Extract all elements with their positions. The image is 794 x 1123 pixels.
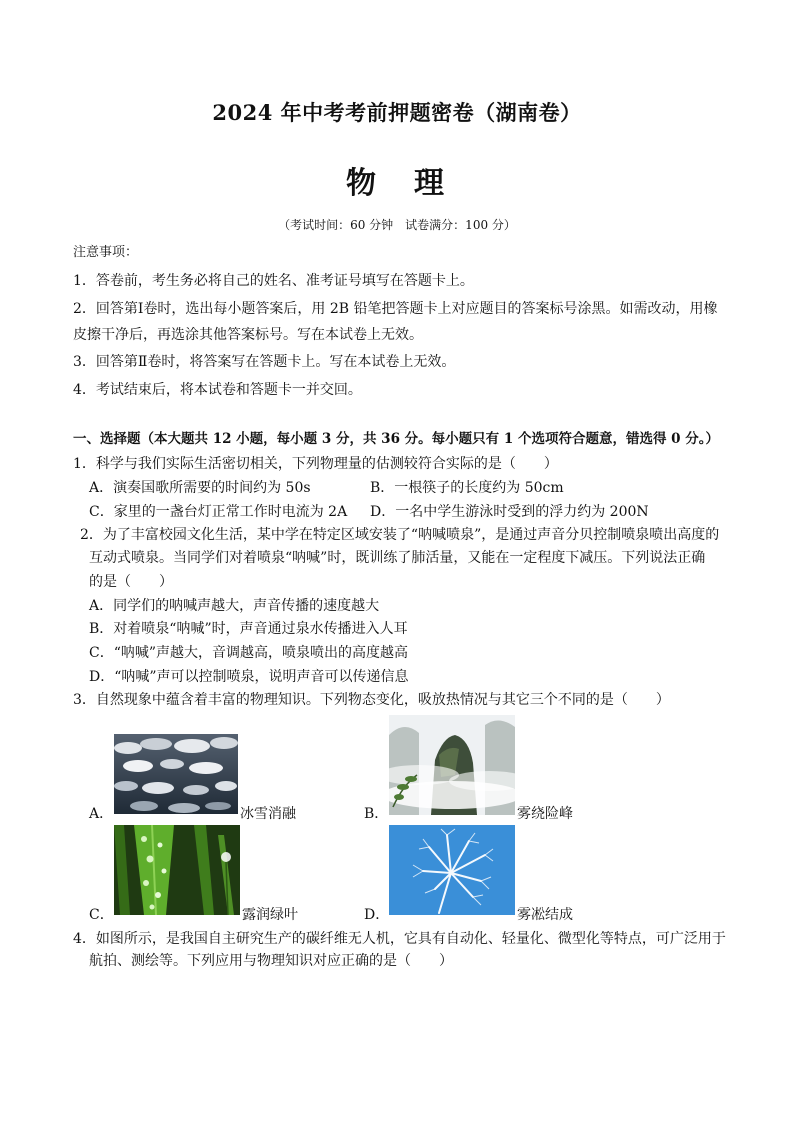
question-1-option-d: D．一名中学生游泳时受到的浮力约为 200N <box>370 504 649 520</box>
foggy-peaks-image <box>389 715 515 815</box>
note-item-3: 3．回答第Ⅱ卷时，将答案写在答题卡上。写在本试卷上无效。 <box>73 354 456 370</box>
question-2-option-d: D．“呐喊”声可以控制喷泉，说明声音可以传递信息 <box>89 669 409 685</box>
question-3-option-d-letter: D． <box>364 907 390 923</box>
note-item-1: 1．答卷前，考生务必将自己的姓名、准考证号填写在答题卡上。 <box>73 273 474 289</box>
question-1-option-c: C．家里的一盏台灯正常工作时电流为 2A <box>89 504 348 520</box>
question-2-option-b: B．对着喷泉“呐喊”时，声音通过泉水传播进入人耳 <box>89 621 408 637</box>
note-item-2-cont: 皮擦干净后，再选涂其他答案标号。写在本试卷上无效。 <box>73 327 423 343</box>
question-2-stem-line2: 互动式喷泉。当同学们对着喷泉“呐喊”时，既训练了肺活量，又能在一定程度下减压。下列说法正确 <box>89 550 706 566</box>
question-3-option-a-letter: A． <box>89 806 114 822</box>
section-heading: 一、选择题（本大题共 12 小题，每小题 3 分，共 36 分。每小题只有 1 个选项符合题意，错选得 0 分。） <box>73 431 720 447</box>
question-2-stem-line1: 2．为了丰富校园文化生活，某中学在特定区域安装了“呐喊喷泉”，是通过声音分贝控制喷泉喷出高度的 <box>80 527 720 543</box>
dew-leaf-image <box>114 825 240 915</box>
question-3-option-b-caption: 雾绕险峰 <box>517 806 573 822</box>
melting-ice-image <box>114 734 238 814</box>
question-1-option-a: A．演奏国歌所需要的时间约为 50s <box>89 480 311 496</box>
question-4-stem-line1: 4．如图所示，是我国自主研究生产的碳纤维无人机，它具有自动化、轻量化、微型化等特点，可广泛用于 <box>73 931 726 947</box>
question-2-stem-line3: 的是（ ） <box>89 574 173 590</box>
question-3-stem: 3．自然现象中蕴含着丰富的物理知识。下列物态变化，吸放热情况与其它三个不同的是（ ） <box>73 692 670 708</box>
exam-info: （考试时间：60 分钟 试卷满分：100 分） <box>278 218 516 232</box>
question-2-option-a: A．同学们的呐喊声越大，声音传播的速度越大 <box>89 598 380 614</box>
note-item-4: 4．考试结束后，将本试卷和答题卡一并交回。 <box>73 382 362 398</box>
rime-frost-image <box>389 825 515 915</box>
question-1-stem: 1．科学与我们实际生活密切相关，下列物理量的估测较符合实际的是（ ） <box>73 456 558 472</box>
question-1-option-b: B．一根筷子的长度约为 50cm <box>370 480 564 496</box>
question-3-option-a-caption: 冰雪消融 <box>240 806 296 822</box>
question-3-option-c-caption: 露润绿叶 <box>242 907 298 923</box>
note-item-2: 2．回答第Ⅰ卷时，选出每小题答案后，用 2B 铅笔把答题卡上对应题目的答案标号涂黑。如需改动，用橡 <box>73 301 718 317</box>
question-4-stem-line2: 航拍、测绘等。下列应用与物理知识对应正确的是（ ） <box>89 953 453 969</box>
question-3-option-c-letter: C． <box>89 907 114 923</box>
subject-title: 物 理 <box>346 166 448 201</box>
question-2-option-c: C．“呐喊”声越大，音调越高，喷泉喷出的高度越高 <box>89 645 409 661</box>
question-3-option-b-letter: B． <box>364 806 389 822</box>
notes-heading: 注意事项： <box>73 245 139 260</box>
question-3-option-d-caption: 雾凇结成 <box>517 907 573 923</box>
paper-title: 2024 年中考考前押题密卷（湖南卷） <box>212 100 582 125</box>
